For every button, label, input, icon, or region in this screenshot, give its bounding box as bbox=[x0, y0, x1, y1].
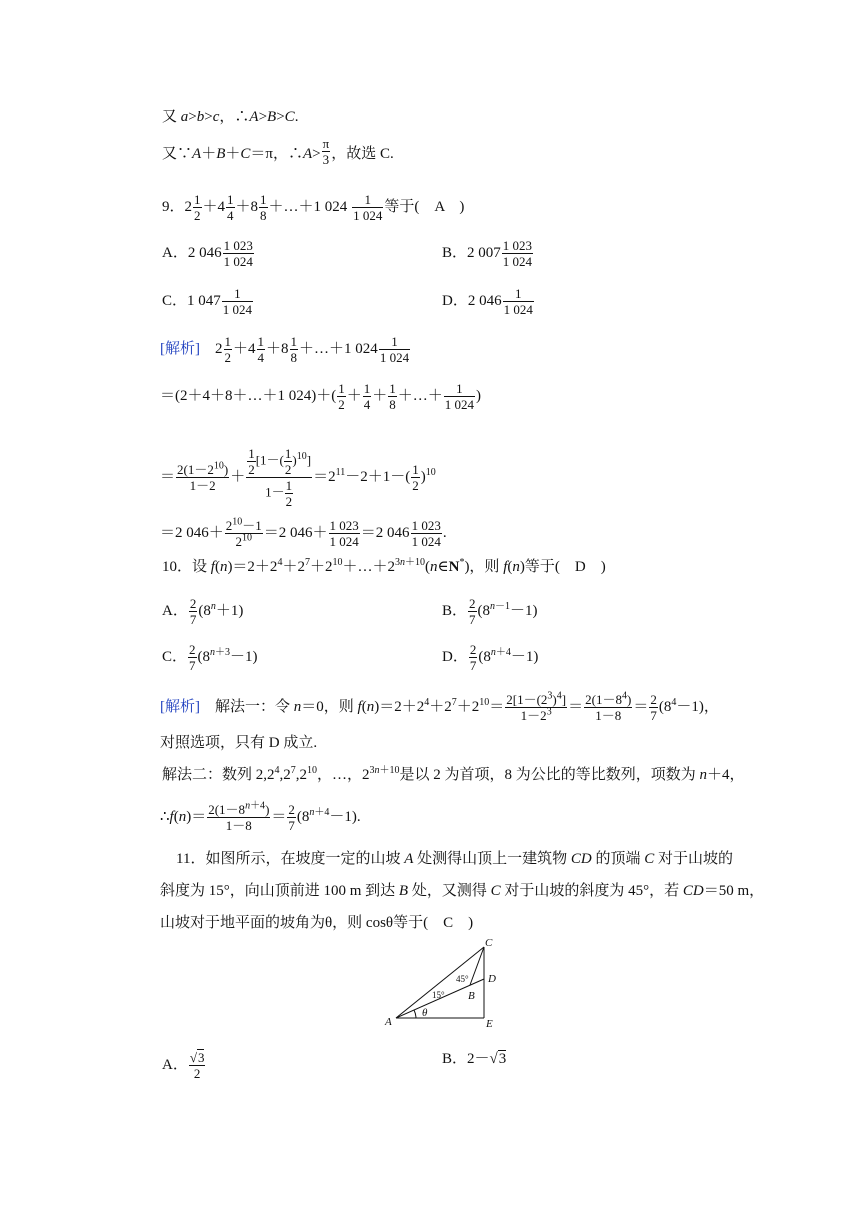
q10-analysis-line4: ∴f(n)＝ $\frac{2(1-8^{n+4})}{1-8}$ ＝ $\frac{2}{7}$ $(8^{n+4}-1)$. bbox=[160, 800, 361, 833]
q10-analysis-line1: [解析] 解法一：令 n＝0，则 $f(n)=2+2^4+2^7+2^{10}=$ $\frac{2[1-(2^3)^4]}{1-2^3}$ ＝ $\frac{2(1-8^4)}{1-8}$ ＝ $\frac{2}{7}$ $(8^4-1)$， bbox=[160, 690, 719, 723]
line-conclusion-2: 又∵A＋B＋C＝π，∴A> $\frac{\pi}{3}$ ，故选 C. bbox=[162, 136, 394, 167]
question-10-stem: 10．设 $f(n)=2+2^4+2^7+2^{10}+\dots+2^{3n+10}(n\in N^*)$，则 f(n)等于( D ) bbox=[162, 557, 606, 575]
q9-answer: A bbox=[434, 198, 445, 215]
q10-analysis-line2: 对照选项，只有 D 成立. bbox=[160, 735, 318, 751]
fig-label-theta: θ bbox=[422, 1007, 428, 1019]
question-11-line3: 山坡对于地平面的坡角为θ，则 cosθ等于( C ) bbox=[160, 915, 474, 931]
analysis-tag: [解析] bbox=[160, 340, 200, 357]
slope-diagram bbox=[380, 935, 510, 1030]
q9-analysis-line2: ＝(2＋4＋8＋…＋1 024)＋( $\frac{1}{2}$ ＋ $\frac{1}{4}$ ＋ $\frac{1}{8}$ ＋…＋ $\frac{1}{1 024}$ ) bbox=[160, 381, 482, 412]
q10-option-c: C． $\frac{2}{7}$ $(8^{n+3}-1)$ bbox=[162, 642, 258, 673]
line-conclusion-1: 又 a>b>c，∴A>B>C. bbox=[162, 109, 299, 125]
fig-label-d: D bbox=[488, 973, 496, 985]
q11-answer: C bbox=[443, 915, 454, 931]
question-9-stem: 9．2 $\frac{1}{2}$ ＋4 $\frac{1}{4}$ ＋8 $\frac{1}{8}$ ＋…＋1 024 $\frac{1}{1 024}$ 等于( A ) bbox=[162, 192, 465, 223]
fig-label-b: B bbox=[468, 990, 475, 1002]
q9-option-a: A．2 046 $\frac{1 023}{1 024}$ bbox=[162, 238, 253, 269]
q10-option-d: D． $\frac{2}{7}$ $(8^{n+4}-1)$ bbox=[442, 642, 539, 673]
q9-option-d: D．2 046 $\frac{1}{1 024}$ bbox=[442, 286, 533, 317]
q11-option-b: B．2－√3 bbox=[442, 1051, 507, 1067]
fig-label-a: A bbox=[385, 1016, 392, 1028]
angle-theta-arc bbox=[414, 1010, 416, 1018]
q9-analysis-line4: ＝2 046＋ $\frac{2^{10}-1}{2^{10}}$ ＝2 046＋ $\frac{1 023}{1 024}$ ＝2 046 $\frac{1 023}{1 024}$ . bbox=[160, 516, 447, 549]
fig-label-e: E bbox=[486, 1018, 493, 1030]
q10-answer: D bbox=[574, 559, 586, 575]
q9-option-c: C．1 047 $\frac{1}{1 024}$ bbox=[162, 286, 253, 317]
q11-option-a: A． $\frac{√3}{2}$ bbox=[162, 1050, 205, 1081]
q9-analysis-line3: ＝ $\frac{2(1-2^{10})}{1-2}$ ＋ $\frac{1}{2}$ [1－( $\frac{1}{2}$ )$^{10}$] 1－ $\frac{1}{2}$ $=2^{11}-2+1-$( $\frac{1}{2}$ )$^{10}$ bbox=[160, 446, 436, 509]
fig-label-c: C bbox=[485, 937, 493, 949]
question-11-line1: 11．如图所示，在坡度一定的山坡 A 处测得山顶上一建筑物 CD 的顶端 C 对于山坡的 bbox=[176, 851, 734, 867]
fig-label-45: 45° bbox=[456, 974, 469, 984]
q10-option-b: B． $\frac{2}{7}$ $(8^{n-1}-1)$ bbox=[442, 596, 538, 627]
q10-option-a: A． $\frac{2}{7}$ $(8^n+1)$ bbox=[162, 596, 244, 627]
analysis-tag-q10: [解析] bbox=[160, 698, 200, 715]
fig-label-15: 15° bbox=[432, 990, 445, 1000]
q9-analysis-line1: [解析] 2 $\frac{1}{2}$ ＋4 $\frac{1}{4}$ ＋8 $\frac{1}{8}$ ＋…＋1 024 $\frac{1}{1 024}$ bbox=[160, 334, 410, 365]
q9-option-b: B．2 007 $\frac{1 023}{1 024}$ bbox=[442, 238, 533, 269]
q10-analysis-line3: 解法二：数列 $2,2^4,2^7,2^{10}$，…，$2^{3n+10}$是以 2 为首项，8 为公比的等比数列，项数为 n＋4， bbox=[162, 765, 745, 783]
question-11-line2: 斜度为 15°，向山顶前进 100 m 到达 B 处，又测得 C 对于山坡的斜度为 45°，若 CD＝50 m， bbox=[160, 883, 765, 899]
